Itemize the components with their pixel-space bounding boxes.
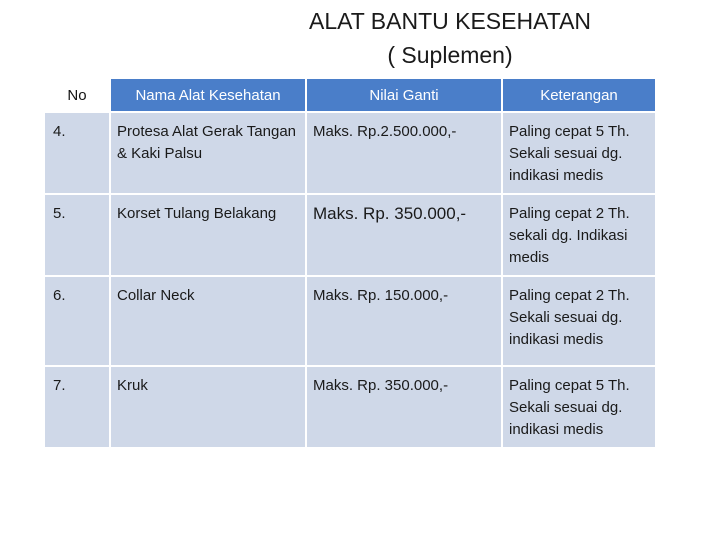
header-nama: Nama Alat Kesehatan	[111, 79, 305, 111]
cell-nilai: Maks. Rp. 350.000,-	[307, 195, 501, 275]
cell-nama: Korset Tulang Belakang	[111, 195, 305, 275]
cell-no: 5.	[45, 195, 109, 275]
cell-keterangan: Paling cepat 2 Th. sekali dg. Indikasi medis	[503, 195, 655, 275]
cell-keterangan: Paling cepat 5 Th. Sekali sesuai dg. indikasi medis	[503, 113, 655, 193]
header-nilai: Nilai Ganti	[307, 79, 501, 111]
header-no: No	[45, 79, 109, 111]
table-header-row	[45, 79, 655, 111]
cell-nama: Collar Neck	[111, 277, 305, 365]
cell-nilai: Maks. Rp. 350.000,-	[307, 367, 501, 447]
page-title: ALAT BANTU KESEHATAN	[308, 8, 592, 34]
header-keterangan: Keterangan	[503, 79, 655, 111]
cell-nilai: Maks. Rp. 150.000,-	[307, 277, 501, 365]
cell-no: 6.	[45, 277, 109, 365]
table-row	[45, 113, 655, 193]
table-row	[45, 367, 655, 447]
cell-no: 7.	[45, 367, 109, 447]
table-row	[45, 277, 655, 365]
cell-keterangan: Paling cepat 5 Th. Sekali sesuai dg. indikasi medis	[503, 367, 655, 447]
cell-keterangan: Paling cepat 2 Th. Sekali sesuai dg. indikasi medis	[503, 277, 655, 365]
cell-nama: Kruk	[111, 367, 305, 447]
page-subtitle: ( Suplemen)	[387, 42, 513, 68]
equipment-table	[43, 77, 657, 449]
table-row	[45, 195, 655, 275]
cell-no: 4.	[45, 113, 109, 193]
cell-nama: Protesa Alat Gerak Tangan & Kaki Palsu	[111, 113, 305, 193]
cell-nilai: Maks. Rp.2.500.000,-	[307, 113, 501, 193]
